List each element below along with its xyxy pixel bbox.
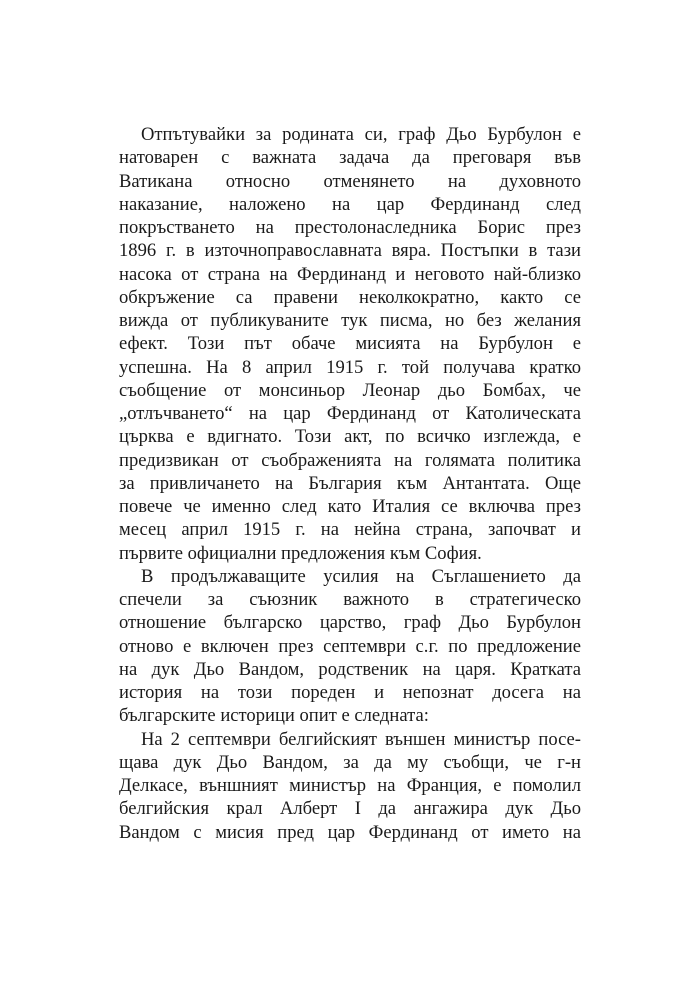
text-line: вижда от публикуваните тук писма, но без желания [119, 310, 581, 331]
text-line: натоварен с важната задача да преговаря във [119, 147, 581, 169]
text-line: обкръжение са правени неколкократно, както се [119, 286, 581, 308]
text-line: Вандом с мисия пред цар Фердинанд от името на [119, 821, 581, 843]
text-line: Ватикана относно отменянето на духовното [119, 170, 581, 192]
body-text [119, 123, 581, 844]
text-line: повече че именно след като Италия се включва през [119, 496, 581, 517]
text-line: първите официални предложения към София. [119, 542, 482, 564]
text-line: 1896 г. в източноправославната вяра. Постъпки в тази [119, 240, 581, 262]
text-line: покръстването на престолонаследника Борис през [119, 217, 581, 238]
text-line: наказание, наложено на цар Фердинанд след [119, 193, 581, 215]
text-line: В продължаващите усилия на Съглашението да [141, 565, 581, 587]
text-line: за привличането на България към Антантата. Още [119, 472, 581, 494]
text-line: съобщение от монсиньор Леонар дьо Бомбах, че [119, 379, 581, 401]
text-line: На 2 септември белгийският външен министър посе- [141, 728, 581, 750]
text-line: ефект. Този път обаче мисията на Бурбулон е [119, 333, 581, 355]
text-line: белгийския крал Алберт I да ангажира дук Дьо [119, 798, 581, 820]
text-line: спечели за съюзник важното в стратегическо [119, 589, 581, 610]
text-line: Отпътувайки за родината си, граф Дьо Бурбулон е [141, 124, 581, 145]
text-line: на дук Дьо Вандом, родственик на царя. Кратката [119, 658, 581, 680]
text-line: отношение българско царство, граф Дьо Бурбулон [119, 612, 581, 634]
text-line: щава дук Дьо Вандом, за да му съобщи, че г-н [119, 751, 581, 773]
text-line: българските историци опит е следната: [119, 705, 429, 727]
text-line: насока от страна на Фердинанд и неговото най-близко [119, 263, 581, 285]
text-line: история на този пореден и непознат досега на [119, 682, 581, 703]
text-line: отново е включен през септември с.г. по предложение [119, 635, 581, 657]
text-line: предизвикан от съображенията на голямата политика [119, 449, 581, 471]
text-line: църква е вдигнато. Този акт, по всичко изглежда, е [119, 426, 581, 448]
text-line: „отлъчването“ на цар Фердинанд от Католическата [119, 403, 581, 424]
text-line: Делкасе, външният министър на Франция, е помолил [119, 775, 581, 796]
text-line: успешна. На 8 април 1915 г. той получава кратко [119, 356, 581, 378]
text-line: месец април 1915 г. на нейна страна, започват и [119, 519, 581, 541]
